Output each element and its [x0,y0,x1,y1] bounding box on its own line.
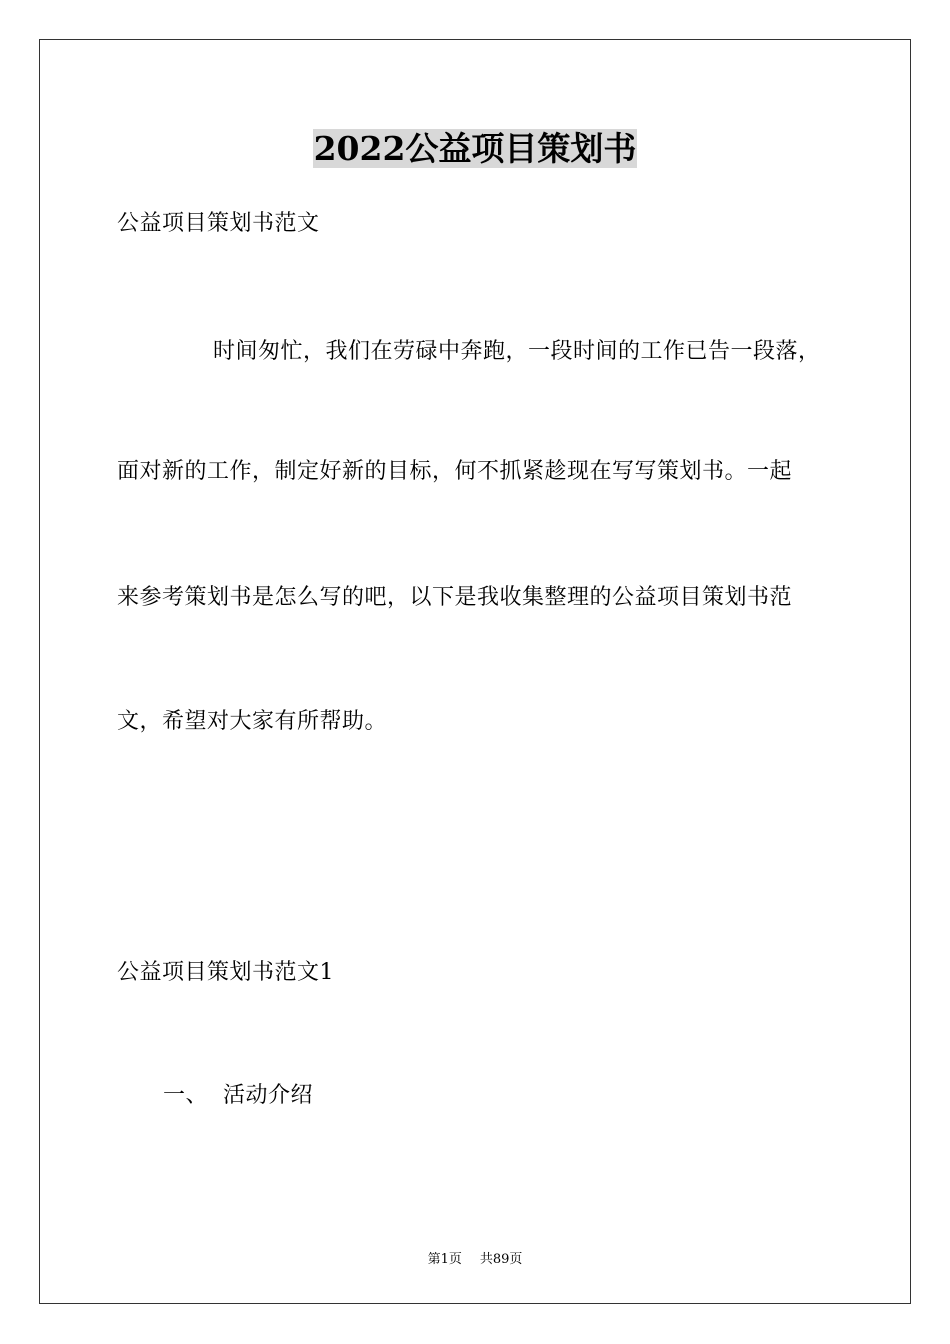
document-subtitle: 公益项目策划书范文 [117,211,320,236]
page-footer [0,1248,950,1267]
intro-line-1: 时间匆忙，我们在劳碌中奔跑，一段时间的工作已告一段落， [213,339,821,364]
page-total: 共89页 [479,1252,523,1267]
intro-line-3: 来参考策划书是怎么写的吧，以下是我收集整理的公益项目策划书范 [117,585,793,610]
intro-line-4: 文，希望对大家有所帮助。 [117,709,388,734]
document-title: 2022公益项目策划书 [313,129,637,168]
page-number: 第1页 [427,1252,462,1267]
section-title: 公益项目策划书范文1 [117,960,334,985]
intro-line-2: 面对新的工作，制定好新的目标，何不抓紧趁现在写写策划书。一起 [117,459,793,484]
document-title-block [0,128,950,170]
section-item-heading: 一、 活动介绍 [163,1083,313,1108]
